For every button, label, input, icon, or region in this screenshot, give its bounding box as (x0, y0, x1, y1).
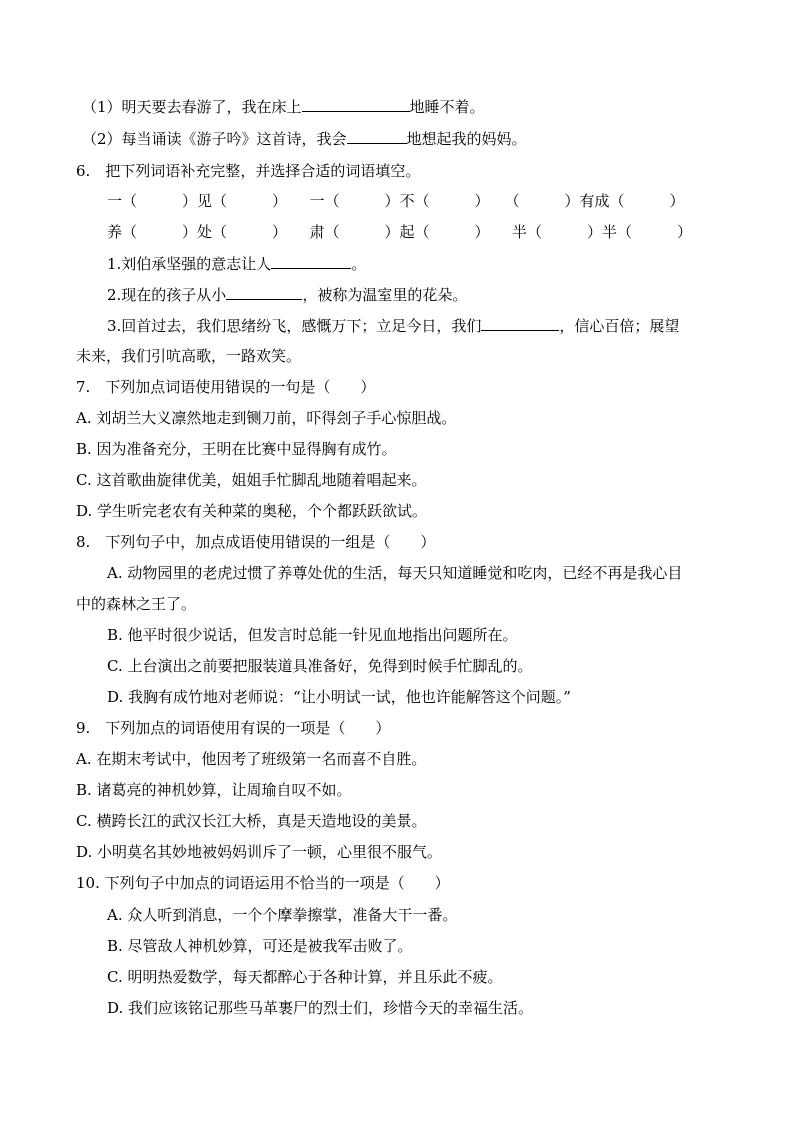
q6-title: 6. 把下列词语补充完整，并选择合适的词语填空。 (76, 162, 421, 180)
q5-s1-blank[interactable] (302, 97, 410, 112)
q6-s2-text: 2.现在的孩子从小 (107, 286, 227, 304)
q5-s1-text-end: 地睡不着。 (409, 98, 485, 116)
q10-option-b[interactable]: B. 尽管敌人神机妙算，可还是被我军击败了。 (107, 937, 413, 955)
q5-s2-blank[interactable] (347, 129, 407, 144)
q7-title: 7. 下列加点词语使用错误的一句是（ ） (76, 378, 376, 396)
q6-s3-text-end: ，信心百倍；展望 (559, 317, 680, 335)
q5-s2-text: （2）每当诵读《游子吟》这首诗，我会 (82, 130, 347, 148)
q6-sentence-3 (107, 316, 679, 336)
q7-option-b[interactable]: B. 因为准备充分，王明在比赛中显得胸有成竹。 (76, 440, 397, 458)
q9-option-d[interactable]: D. 小明莫名其妙地被妈妈训斥了一顿，心里很不服气。 (76, 843, 443, 861)
q6-s3-text: 3.回首过去，我们思绪纷飞，感慨万下；立足今日，我们 (107, 317, 482, 335)
q6-s2-blank[interactable] (226, 285, 302, 300)
q10-option-d[interactable]: D. 我们应该铭记那些马革裹尸的烈士们，珍惜今天的幸福生活。 (107, 999, 534, 1017)
q5-s1-text: （1）明天要去春游了，我在床上 (82, 98, 302, 116)
q9-option-a[interactable]: A. 在期末考试中，他因考了班级第一名而喜不自胜。 (76, 750, 427, 768)
q5-sentence-2 (82, 129, 527, 149)
q6-s3-blank[interactable] (481, 316, 559, 331)
q5-s2-text-end: 地想起我的妈妈。 (406, 130, 527, 148)
q7-option-c[interactable]: C. 这首歌曲旋律优美，姐姐手忙脚乱地随着唱起来。 (76, 471, 427, 489)
q8-option-b[interactable]: B. 他平时很少说话，但发言时总能一针见血地指出问题所在。 (107, 626, 518, 644)
q6-s1-text-end: 。 (351, 255, 367, 273)
q7-option-d[interactable]: D. 学生听完老农有关种菜的奥秘，个个都跃跃欲试。 (76, 502, 428, 520)
q10-title: 10. 下列句子中加点的词语运用不恰当的一项是（ ） (76, 874, 450, 892)
q8-option-c[interactable]: C. 上台演出之前要把服装道具准备好，免得到时候手忙脚乱的。 (107, 657, 533, 675)
q6-s2-text-end: ，被称为温室里的花朵。 (302, 286, 468, 304)
q8-option-a-cont: 中的森林之王了。 (76, 595, 197, 613)
q10-option-a[interactable]: A. 众人听到消息，一个个摩拳擦掌，准备大干一番。 (107, 906, 458, 924)
q8-option-d[interactable]: D. 我胸有成竹地对老师说：“让小明试一试，他也许能解答这个问题。” (107, 688, 571, 706)
q6-sentence-3-cont: 未来，我们引吭高歌，一路欢笑。 (76, 347, 302, 365)
q6-s1-text: 1.刘伯承坚强的意志让人 (107, 255, 272, 273)
q8-title: 8. 下列句子中，加点成语使用错误的一组是（ ） (76, 533, 436, 551)
q6-s1-blank[interactable] (271, 254, 351, 269)
q6-word-row-2: 养（ ）处（ ） 肃（ ）起（ ） 半（ ）半（ ） (107, 223, 693, 241)
q6-sentence-1 (107, 254, 366, 274)
q6-sentence-2 (107, 285, 467, 305)
q7-option-a[interactable]: A. 刘胡兰大义凛然地走到铡刀前，吓得刽子手心惊胆战。 (76, 409, 457, 427)
q6-word-row-1: 一（ ）见（ ） 一（ ）不（ ） （ ）有成（ ） (107, 192, 685, 210)
q5-sentence-1 (82, 97, 485, 117)
q9-option-c[interactable]: C. 横跨长江的武汉长江大桥，真是天造地设的美景。 (76, 812, 427, 830)
q9-option-b[interactable]: B. 诸葛亮的神机妙算，让周瑜自叹不如。 (76, 781, 352, 799)
q9-title: 9. 下列加点的词语使用有误的一项是（ ） (76, 719, 391, 737)
q10-option-c[interactable]: C. 明明热爱数学，每天都醉心于各种计算，并且乐此不疲。 (107, 968, 503, 986)
q8-option-a[interactable]: A. 动物园里的老虎过惯了养尊处优的生活，每天只知道睡觉和吃肉，已经不再是我心目 (107, 564, 683, 582)
